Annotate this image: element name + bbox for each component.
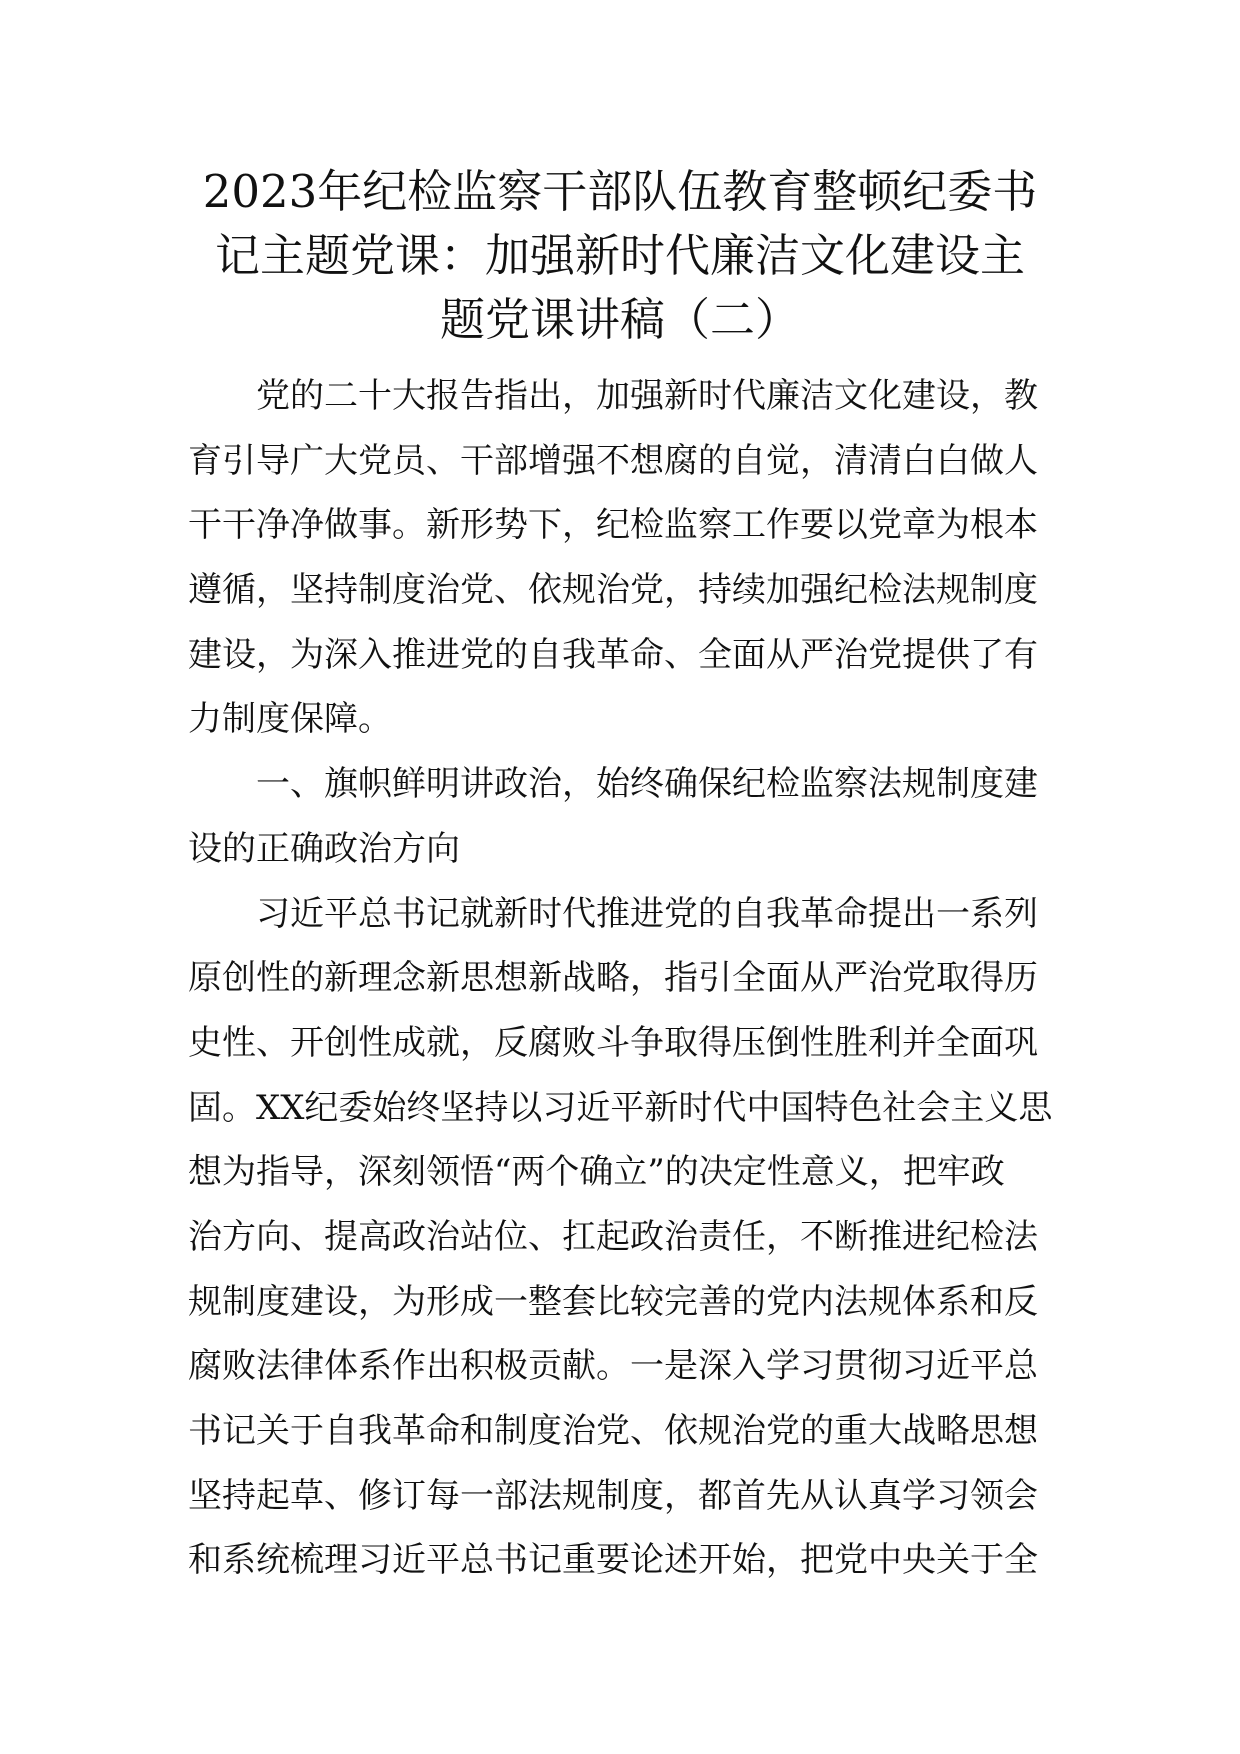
paragraph-line: 坚持起草、修订每一部法规制度，都首先从认真学习领会 [188,1475,1038,1516]
paragraph-line: 书记关于自我革命和制度治党、依规治党的重大战略思想 [188,1411,1038,1451]
paragraph-line: 力制度保障。 [188,699,392,740]
document-body [188,364,1058,1593]
document-title [150,160,1090,352]
paragraph-line: 建设，为深入推进党的自我革命、全面从严治党提供了有 [188,634,1038,675]
paragraph-line: 遵循，坚持制度治党、依规治党，持续加强纪检法规制度 [188,570,1038,611]
paragraph-line: 史性、开创性成就，反腐败斗争取得压倒性胜利并全面巩 [188,1022,1038,1063]
paragraph-line: 想为指导，深刻领悟“两个确立”的决定性意义，把牢政 [188,1152,1005,1193]
title-line: 记主题党课：加强新时代廉洁文化建设主 [214,229,1025,282]
section-heading-line: 设的正确政治方向 [188,828,460,869]
paragraph-line: 习近平总书记就新时代推进党的自我革命提出一系列 [256,893,1038,934]
paragraph-line: 规制度建设，为形成一整套比较完善的党内法规体系和反 [188,1281,1038,1322]
title-line: 2023年纪检监察干部队伍教育整顿纪委书 [202,165,1038,218]
paragraph-line: 腐败法律体系作出积极贡献。一是深入学习贯彻习近平总 [188,1346,1038,1387]
paragraph-line: 固。XX纪委始终坚持以习近平新时代中国特色社会主义思 [188,1087,1053,1128]
paragraph-line: 原创性的新理念新思想新战略，指引全面从严治党取得历 [188,958,1038,999]
paragraph-line: 和系统梳理习近平总书记重要论述开始，把党中央关于全 [188,1540,1038,1581]
section-heading-line: 一、旗帜鲜明讲政治，始终确保纪检监察法规制度建 [256,764,1038,805]
paragraph-line: 干干净净做事。新形势下，纪检监察工作要以党章为根本 [188,505,1038,546]
paragraph-line: 育引导广大党员、干部增强不想腐的自觉，清清白白做人 [188,440,1038,481]
paragraph-line: 治方向、提高政治站位、扛起政治责任，不断推进纪检法 [188,1216,1038,1257]
title-line: 题党课讲稿（二） [439,293,800,346]
paragraph-line: 党的二十大报告指出，加强新时代廉洁文化建设，教 [256,376,1038,416]
